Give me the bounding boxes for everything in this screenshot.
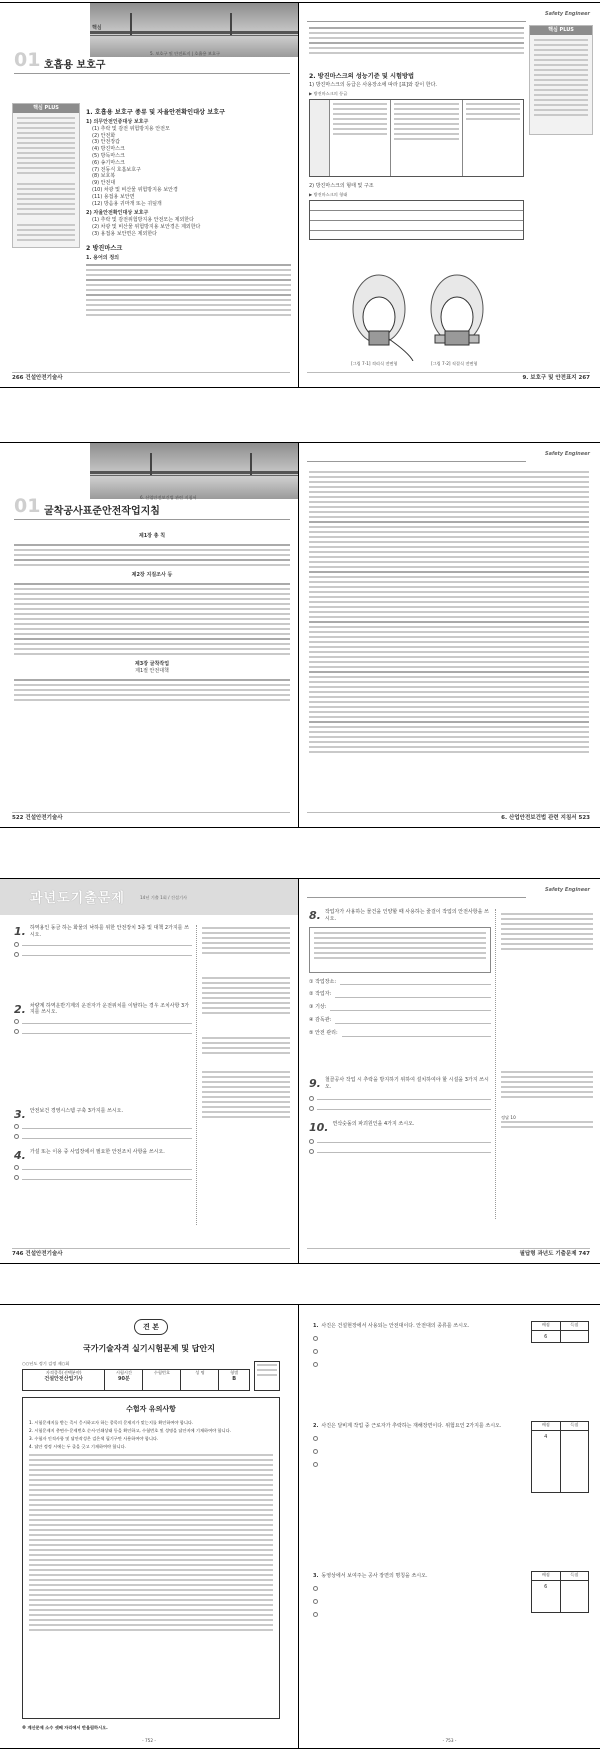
question-text: 연삭숫돌의 파괴원인을 4가지 쓰시오. [332,1120,415,1127]
answer-blank[interactable] [317,1139,491,1143]
brand-logo: Safety Engineer [544,887,590,893]
chapter-3-heading: 제3장 굴착작업 [134,660,170,667]
field-label: ① 작업장소: [309,978,337,985]
question-list [14,925,192,1228]
notice-list [29,1420,273,1450]
answer-area[interactable] [14,1016,192,1102]
brand-logo: Safety Engineer [544,451,590,457]
score-header-row [532,1322,588,1331]
answer-bullet-icon [313,1436,318,1441]
answer-bullet-icon [309,1106,314,1111]
answer-blank[interactable] [317,1149,491,1153]
answer-line[interactable] [14,1019,192,1024]
answer-blank[interactable] [22,1125,192,1129]
hint-box [309,927,491,973]
header-field: 자격종목(선택분야) [45,1370,82,1375]
score-box [531,1421,589,1493]
list-item: (4) 방진마스크 [92,146,125,153]
score-box [531,1321,589,1343]
self-cert-list [86,217,291,237]
spread-respiratory-protection [0,2,600,388]
answer-line[interactable] [14,1134,192,1139]
time-value: 90분 [118,1376,130,1382]
mask-figures [339,265,499,369]
answer-area[interactable] [313,1586,503,1617]
answer-line[interactable] [313,1349,503,1354]
got-score-field[interactable] [561,1331,589,1342]
spread-past-exam [0,878,600,1264]
notice-item: 1. 시험문제지를 받는 즉시 응시하고자 하는 종목의 문제지가 맞는지를 확인하여야 합니다. [29,1420,194,1425]
got-score-field[interactable] [561,1431,589,1492]
calculation-note: ※ 계산문제 소수 셋째 자리에서 반올림하시오. [22,1725,108,1730]
notice-item: 2. 시험문제지 총면수·문제번호 순서·인쇄상태 등을 확인하고, 수험번호 및 성명을 답안지에 기재하여야 합니다. [29,1428,231,1433]
field-label: ② 작업자: [309,991,332,998]
question-row [14,1149,192,1162]
page-footer: 266 건설안전기술사 [12,375,63,381]
question-block [309,1077,491,1111]
got-label: 득점 [570,1572,579,1577]
answer-line[interactable] [14,952,192,957]
grade-table [309,99,524,177]
answer-line[interactable] [309,1096,491,1101]
answer-blank[interactable] [321,1436,503,1440]
header-rule [307,897,526,898]
brand-logo: Safety Engineer [544,11,590,17]
header-type: 형별 [230,1370,239,1375]
answer-area[interactable] [313,1336,503,1367]
score-column [531,1321,589,1691]
answer-label: 정답 10 [501,1115,516,1120]
answer-line[interactable] [309,1149,491,1154]
question-block [14,1003,192,1103]
main-text [309,71,524,240]
answer-line[interactable] [14,942,192,947]
intro-text [309,27,524,57]
answer-blank[interactable] [321,1599,503,1603]
score-value-row [532,1431,588,1492]
notice-box [22,1397,280,1719]
subsection-1: 1) 방진마스크의 등급은 사용장소에 따라 [표]와 같이 한다. [309,82,438,88]
notice-item: 4. 답안 정정 시에는 두 줄을 긋고 기재하여야 합니다. [29,1444,126,1449]
sample-badge: 견 본 [134,1319,168,1335]
figure-2-caption: [그림 7-2] 직결식 전면형 [431,361,478,366]
answer-bullet-icon [313,1599,318,1604]
page-753 [299,1305,600,1748]
exam-banner [0,879,298,915]
answer-bullet-icon [14,1175,19,1180]
score-label: 배점 [532,1422,561,1430]
exam-session: ○○년도 정기 검정 제○회 [22,1361,70,1366]
table-1-title: ▶ 방진마스크의 등급 [309,90,348,96]
field-label: ⑤ 안전 관리: [309,1029,338,1036]
list-item: (8) 보호복 [92,173,116,180]
answer-field-row[interactable] [309,1030,491,1037]
answer-line[interactable] [313,1612,503,1617]
list-item: (3) 안전장갑 [92,139,120,146]
page-752 [0,1305,298,1748]
chapter-2-heading: 제2장 지질조사 등 [131,571,173,578]
answer-bullet-icon [14,952,19,957]
subsection-2: 2) 방진마스크의 형태 및 구조 [309,182,374,189]
answer-bullet-icon [313,1612,318,1617]
question-text: 동영상에서 보여주는 공사 장면의 명칭을 쓰시오. [321,1573,428,1579]
chapter-3-subheading: 제1절 안전대책 [135,668,169,675]
answer-blank[interactable] [22,1020,192,1024]
got-label: 득점 [570,1322,579,1327]
exam-title: 국가기술자격 실기시험문제 및 답안지 [82,1344,215,1353]
answer-field-row[interactable] [309,979,491,986]
page-747 [299,879,600,1263]
question-number: 9. [309,1077,321,1090]
list-item: (5) 방독마스크 [92,152,125,159]
list-item: (1) 추락 및 감전위험방지용 안전모는 제외한다 [92,217,194,224]
answer-field-row[interactable] [309,1017,491,1024]
field-blank[interactable] [335,1019,491,1024]
answer-line[interactable] [313,1362,503,1367]
header-name: 성 명 [195,1370,205,1375]
list-item: (9) 안전대 [92,180,116,187]
answer-field-row[interactable] [309,991,491,998]
question-number: 2. [313,1423,319,1429]
section-title: 2. 방진마스크의 성능기준 및 시험방법 [309,73,414,80]
notice-title: 수험자 유의사항 [126,1405,176,1413]
page-523 [299,443,600,827]
list-item: (2) 안전화 [92,132,116,139]
field-label: ③ 기상: [309,1004,327,1011]
spread-excavation-guide [0,442,600,828]
answer-bullet-icon [14,1165,19,1170]
question-row [313,1573,503,1580]
question-text: 사진은 달비계 작업 중 근로자가 추락하는 재해장면이다. 위험요인 2가지를 쓰시오. [321,1423,502,1429]
field-blank[interactable] [335,993,491,998]
question-text: 차량계 하역운반기계의 운전자가 운전위치를 이탈하는 경우 조치사항 3가지를 쓰시오. [29,1002,190,1016]
header-label: 핵심 [92,25,102,31]
chapter-title: 호흡용 보호구 [44,60,106,71]
answer-area[interactable] [313,1436,503,1467]
page-746 [0,879,298,1263]
header-examinee-number: 수험번호 [153,1370,170,1375]
question-number: 1. [14,925,26,938]
page-footer: - 753 - [442,1738,457,1743]
question-block [309,1121,491,1154]
header-photo-banner [90,443,298,499]
question-number: 3. [313,1573,319,1579]
mask-illustration [339,265,499,361]
score-value: 6 [532,1581,561,1612]
page-267 [299,3,600,387]
page-footer: 6. 산업안전보건법 관련 지침서 523 [501,815,590,821]
answer-blank[interactable] [22,942,192,946]
header-rule [307,461,526,462]
score-header-row [532,1572,588,1581]
question-number: 1. [313,1323,319,1329]
answer-notes [202,927,290,1121]
answer-line[interactable] [313,1462,503,1467]
answer-blank[interactable] [321,1449,503,1453]
subsection-2: 2) 자율안전확인대상 보호구 [86,210,149,217]
answer-blank[interactable] [321,1349,503,1353]
type-table [309,200,524,240]
question-block [313,1423,503,1573]
answer-bullet-icon [313,1586,318,1591]
answer-bullet-icon [14,942,19,947]
question-text: 가설 또는 이용 중 사업장에서 필요한 안전조치 사항을 쓰시오. [29,1149,165,1156]
field-blank[interactable] [330,1006,491,1011]
answer-notes [501,913,593,1131]
score-value-row [532,1581,588,1612]
section-2-title: 2 방진마스크 [86,244,123,252]
question-text: 사진은 건설현장에서 사용되는 안전대이다. 안전대의 종류를 쓰시오. [321,1323,470,1329]
answer-area[interactable] [14,1162,192,1222]
field-blank[interactable] [340,980,491,985]
list-item: (10) 차광 및 비산물 위험방지용 보안경 [92,186,178,193]
answer-blank[interactable] [321,1612,503,1616]
banner-title: 과년도기출문제 [30,891,125,906]
answer-line[interactable] [313,1599,503,1604]
answer-area[interactable] [14,1121,192,1143]
guide-text [309,471,589,756]
header-photo-banner [90,3,298,57]
score-header-row [532,1422,588,1431]
score-box [531,1571,589,1613]
answer-line[interactable] [14,1165,192,1170]
question-number: 2. [14,1002,26,1016]
answer-blank[interactable] [22,952,192,956]
exam-info-table [22,1369,250,1391]
answer-fields [309,979,491,1037]
question-row [14,925,192,939]
plus-sidebar-title: 핵심 PLUS [13,104,79,113]
answer-line[interactable] [313,1336,503,1341]
list-item: (3) 용접용 보안면은 제외한다 [92,230,157,237]
answer-bullet-icon [14,1134,19,1139]
answer-bullet-icon [14,1124,19,1129]
main-text [86,107,291,319]
answer-bullet-icon [313,1336,318,1341]
score-label: 배점 [532,1572,561,1580]
question-text: 철골공사 작업 시 추락을 방지하기 위하여 설치하여야 할 시설을 3가지 쓰시오. [324,1077,489,1090]
chapter-number: 01 [14,495,41,517]
definition-text-block [86,264,291,316]
field-value: 건설안전산업기사 [44,1376,84,1382]
header-rule [307,21,526,22]
score-value-row [532,1331,588,1342]
answer-line[interactable] [313,1449,503,1454]
field-blank[interactable] [342,1032,491,1037]
table-2-title: ▶ 방진마스크의 형태 [309,191,348,197]
notice-item: 3. 수험자 인적사항 및 답안작성은 검은색 필기구만 사용하여야 합니다. [29,1436,159,1441]
answer-line[interactable] [14,1029,192,1034]
score-value: 4 [532,1431,561,1492]
question-list [313,1323,503,1693]
plus-sidebar [529,25,593,135]
answer-blank[interactable] [22,1030,192,1034]
field-label: ④ 감독관: [309,1016,332,1023]
answer-bullet-icon [14,1019,19,1024]
answer-line[interactable] [14,1175,192,1180]
answer-column-divider [495,909,496,1219]
question-row [313,1423,503,1430]
question-block [14,925,192,997]
chapter-1-heading: 제1장 총 칙 [138,533,166,539]
answer-bullet-icon [14,1029,19,1034]
answer-blank[interactable] [317,1106,491,1110]
answer-blank[interactable] [321,1336,503,1340]
question-number: 10. [309,1120,329,1134]
page-footer: 746 건설안전기술사 [12,1251,63,1257]
subsection-3: 1. 용어의 정의 [86,254,120,261]
list-item: (1) 추락 및 감전 위험방지용 안전모 [92,125,170,132]
page-footer: - 752 - [142,1738,156,1743]
list-item: (6) 송기마스크 [92,159,125,166]
score-label: 배점 [532,1322,561,1330]
subsection-1: 1) 의무안전인증대상 보호구 [86,119,149,125]
question-block [313,1323,503,1423]
answer-blank[interactable] [321,1362,503,1366]
answer-blank[interactable] [321,1586,503,1590]
answer-bullet-icon [309,1096,314,1101]
got-label: 득점 [570,1422,579,1427]
question-number: 8. [309,909,321,922]
answer-line[interactable] [313,1436,503,1441]
breadcrumb: 5. 보호구 및 안전표지 | 호흡용 보호구 [150,51,221,56]
question-row [309,1077,491,1091]
breadcrumb: 6. 산업안전보건법 관련 지침서 [140,495,197,500]
question-block [14,1108,192,1143]
plus-sidebar-title: 핵심 PLUS [530,26,592,35]
question-block [313,1573,503,1693]
type-value: B [232,1376,237,1382]
page-522 [0,443,298,827]
chapter-title: 굴착공사표준안전작업지침 [44,506,160,517]
question-list [309,1077,491,1164]
answer-blank[interactable] [22,1135,192,1139]
question-row [309,1121,491,1134]
answer-blank[interactable] [317,1096,491,1100]
figure-1-caption: [그림 7-1] 격리식 전면형 [351,361,398,366]
title-rule [14,519,290,520]
answer-blank[interactable] [22,1176,192,1180]
answer-blank[interactable] [22,1166,192,1170]
spread-exam-sheet [0,1304,600,1749]
question-row [14,1003,192,1017]
answer-bullet-icon [313,1362,318,1367]
banner-subtitle: 14년 기출 1회 / 건설기사 [140,895,188,900]
answer-line[interactable] [309,1106,491,1111]
page-266 [0,3,298,387]
page-footer: 522 건설안전기술사 [12,815,63,821]
list-item: (7) 전동식 호흡보호구 [92,166,141,173]
question-number: 3. [14,1108,26,1122]
answer-column-divider [196,925,197,1225]
answer-area[interactable] [14,939,192,997]
got-score-field[interactable] [561,1581,589,1612]
answer-line[interactable] [309,1139,491,1144]
question-text: 안전보건 경영시스템 구축 3가지를 쓰시오. [29,1108,124,1115]
answer-bullet-icon [313,1449,318,1454]
guide-text [14,533,290,704]
answer-bullet-icon [309,1149,314,1154]
answer-blank[interactable] [321,1462,503,1466]
list-item: (2) 차광 및 비산물 위험방지용 보안경은 제외한다 [92,223,201,230]
question-text: 작업자가 사용하는 물건을 인양할 때 사용하는 줄걸이 작업의 안전사항을 쓰시오. [324,909,489,922]
answer-line[interactable] [313,1586,503,1591]
question-block-8 [309,909,491,1043]
section-1-title: 1. 호흡용 보호구 종류 및 자율안전확인대상 보호구 [86,109,226,116]
title-rule [14,73,290,74]
question-number: 4. [14,1149,26,1163]
answer-field-row[interactable] [309,1004,491,1011]
score-value: 6 [532,1331,561,1342]
cert-list [86,126,291,208]
page-footer: 필답형 과년도 기출문제 747 [519,1251,590,1257]
question-block [14,1149,192,1222]
chapter-number: 01 [14,49,41,71]
question-row [313,1323,503,1330]
page-footer: 9. 보호구 및 안전표지 267 [522,375,590,381]
question-row [14,1108,192,1121]
list-item: (12) 방음용 귀마개 또는 귀덮개 [92,200,162,207]
answer-line[interactable] [14,1124,192,1129]
supervisor-signature-box[interactable] [254,1361,280,1391]
list-item: (11) 용접용 보안면 [92,193,135,200]
question-text: 하역용인 동금 하는 화물의 낙하를 위한 안전장치 3종 및 대책 2가지를 쓰시오. [29,925,189,938]
header-time: 시험시간 [115,1370,132,1375]
answer-bullet-icon [313,1462,318,1467]
plus-sidebar [12,103,80,248]
answer-bullet-icon [309,1139,314,1144]
answer-bullet-icon [313,1349,318,1354]
